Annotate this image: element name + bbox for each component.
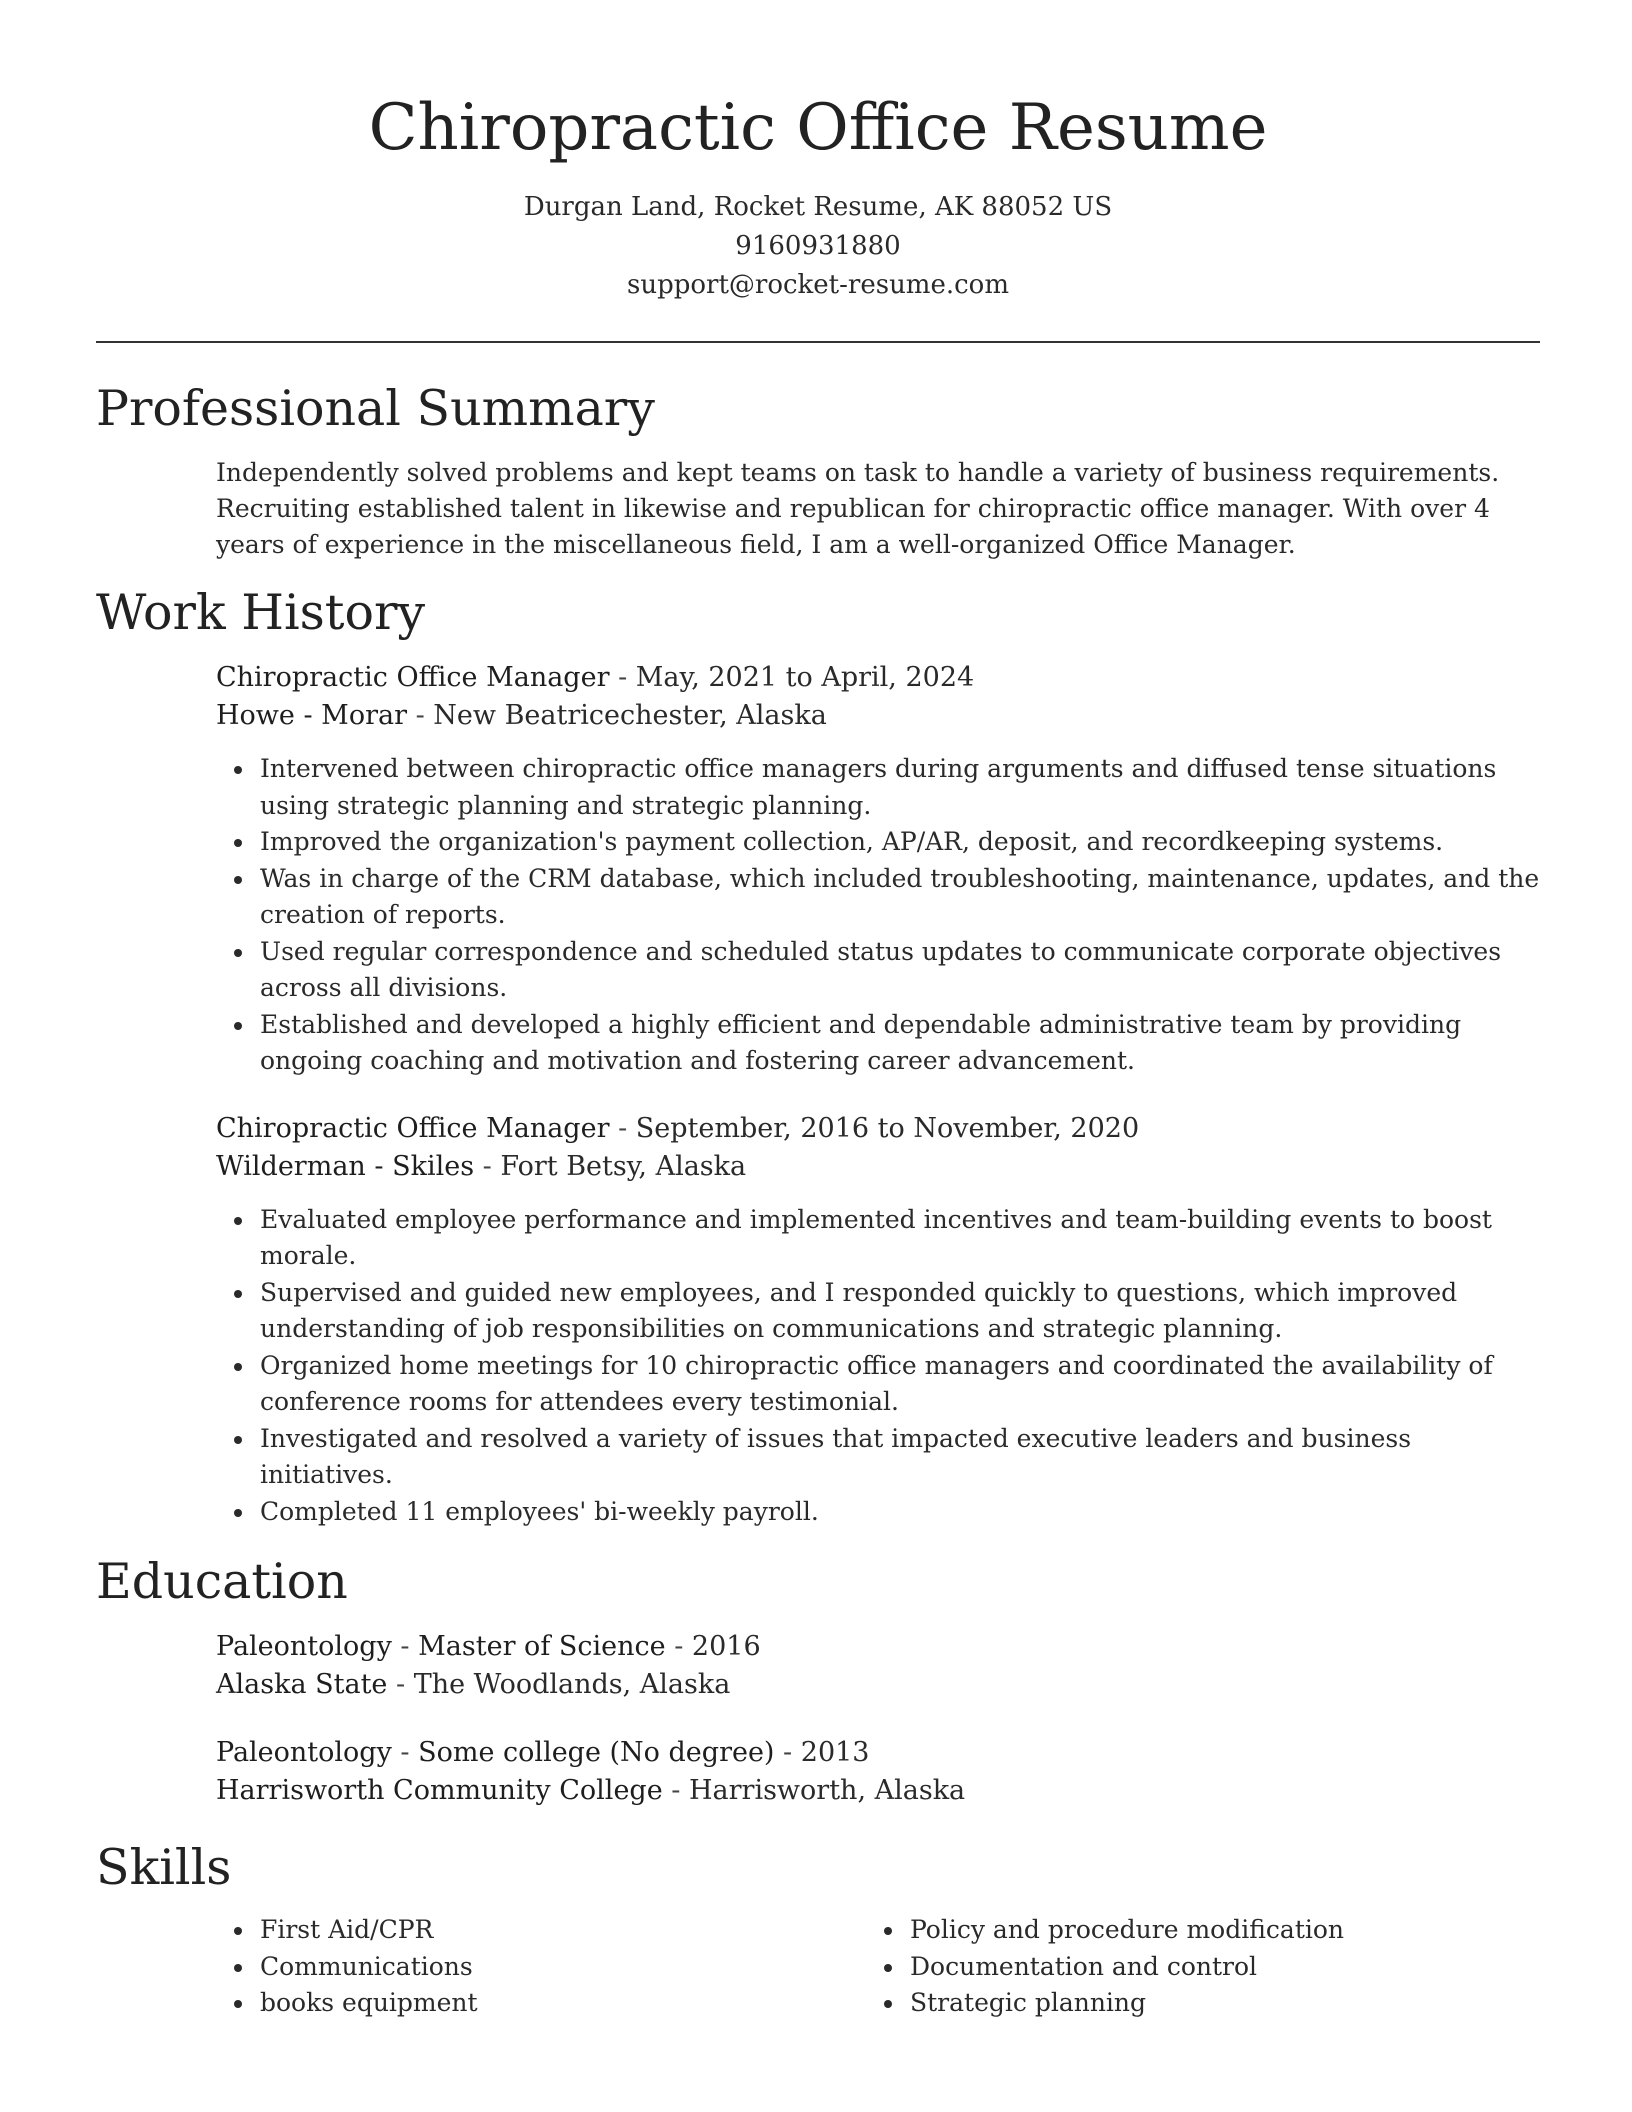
work-section	[96, 581, 1540, 1530]
job-location: New Beatricechester, Alaska	[433, 700, 827, 731]
list-item: Intervened between chiropractic office managers during arguments and diffused tense situations using strategic planning and strategic planning.	[260, 751, 1540, 824]
skills-section	[96, 1836, 1540, 2022]
education-school: Alaska State	[216, 1669, 388, 1700]
skill-item: Documentation and control	[910, 1949, 1516, 1986]
education-degree-line	[216, 1734, 1540, 1772]
list-item: Supervised and guided new employees, and I responded quickly to questions, which improved understanding of job responsibilities on communications and strategic planning.	[260, 1275, 1540, 1348]
skill-item: Strategic planning	[910, 1985, 1516, 2022]
resume-header	[96, 0, 1540, 305]
page-title: Chiropractic Office Resume	[368, 91, 1268, 165]
separator: -	[774, 1737, 801, 1768]
education-entry	[216, 1628, 1540, 1704]
education-entry	[216, 1734, 1540, 1810]
education-degree: Master of Science	[418, 1631, 666, 1662]
contact-block	[96, 188, 1540, 305]
separator: -	[391, 1631, 419, 1662]
education-degree: Some college (No degree)	[418, 1737, 775, 1768]
job-bullets	[216, 1202, 1540, 1531]
separator: -	[609, 1112, 636, 1144]
separator: -	[609, 662, 636, 693]
skills-column-right	[866, 1912, 1516, 2022]
list-item: Evaluated employee performance and implemented incentives and team-building events to boost morale.	[260, 1202, 1540, 1275]
education-school-line	[216, 1772, 1540, 1810]
education-school-line	[216, 1666, 1540, 1704]
skills-grid	[216, 1912, 1540, 2022]
skill-item: First Aid/CPR	[260, 1912, 866, 1949]
summary-text: Independently solved problems and kept teams on task to handle a variety of business requirements. Recruiting established talent in likewise and republican for chiropractic office manager. With over 4 years of experience in the miscellaneous field, I am a well-organized Office Manager.	[216, 458, 1500, 559]
skills-heading: Skills	[96, 1839, 232, 1896]
summary-heading: Professional Summary	[96, 380, 655, 437]
job-title-line	[216, 1110, 1540, 1148]
education-field: Paleontology	[216, 1737, 392, 1768]
list-item: Completed 11 employees' bi-weekly payroll.	[260, 1494, 1540, 1531]
contact-address: Durgan Land, Rocket Resume, AK 88052 US	[523, 192, 1113, 222]
education-school: Harrisworth Community College	[216, 1775, 663, 1806]
job-company: Howe - Morar	[216, 700, 407, 731]
education-year: 2016	[691, 1631, 761, 1662]
job-company-line	[216, 697, 1540, 735]
education-section	[96, 1550, 1540, 1810]
education-location: The Woodlands, Alaska	[413, 1669, 731, 1700]
job-bullets	[216, 751, 1540, 1080]
separator: -	[474, 1150, 501, 1182]
education-location: Harrisworth, Alaska	[688, 1775, 966, 1806]
job-title: Chiropractic Office Manager	[216, 662, 610, 693]
separator: -	[387, 1669, 414, 1700]
education-field: Paleontology	[216, 1631, 392, 1662]
contact-phone: 9160931880	[735, 231, 901, 261]
education-year: 2013	[800, 1737, 870, 1768]
job-dates: September, 2016 to November, 2020	[635, 1112, 1140, 1144]
separator: -	[662, 1775, 689, 1806]
education-degree-line	[216, 1628, 1540, 1666]
job-title: Chiropractic Office Manager	[216, 1112, 610, 1144]
list-item: Improved the organization's payment collection, AP/AR, deposit, and recordkeeping systems.	[260, 824, 1540, 861]
skills-column-left	[216, 1912, 866, 2022]
separator: -	[665, 1631, 692, 1662]
separator: -	[407, 700, 434, 731]
list-item: Was in charge of the CRM database, which included troubleshooting, maintenance, updates, and the creation of reports.	[260, 861, 1540, 934]
contact-email: support@rocket-resume.com	[626, 270, 1009, 300]
job-entry	[216, 1110, 1540, 1531]
job-dates: May, 2021 to April, 2024	[635, 662, 975, 693]
resume-page	[96, 0, 1540, 2022]
education-heading: Education	[96, 1553, 348, 1610]
summary-section	[96, 377, 1540, 563]
list-item: Used regular correspondence and scheduled status updates to communicate corporate objectives across all divisions.	[260, 934, 1540, 1007]
job-location: Fort Betsy, Alaska	[500, 1150, 747, 1182]
separator: -	[391, 1737, 419, 1768]
skill-item: books equipment	[260, 1985, 866, 2022]
list-item: Organized home meetings for 10 chiropractic office managers and coordinated the availability of conference rooms for attendees every testimonial.	[260, 1348, 1540, 1421]
skills-list-right	[866, 1912, 1516, 2022]
skills-list-left	[216, 1912, 866, 2022]
work-heading: Work History	[96, 584, 426, 641]
skill-item: Communications	[260, 1949, 866, 1986]
list-item: Investigated and resolved a variety of issues that impacted executive leaders and business initiatives.	[260, 1421, 1540, 1494]
job-company: Wilderman - Skiles	[216, 1150, 475, 1182]
job-company-line	[216, 1148, 1540, 1186]
skill-item: Policy and procedure modification	[910, 1912, 1516, 1949]
job-title-line	[216, 659, 1540, 697]
header-divider	[96, 341, 1540, 343]
list-item: Established and developed a highly efficient and dependable administrative team by providing ongoing coaching and motivation and fostering career advancement.	[260, 1007, 1540, 1080]
job-entry	[216, 659, 1540, 1080]
